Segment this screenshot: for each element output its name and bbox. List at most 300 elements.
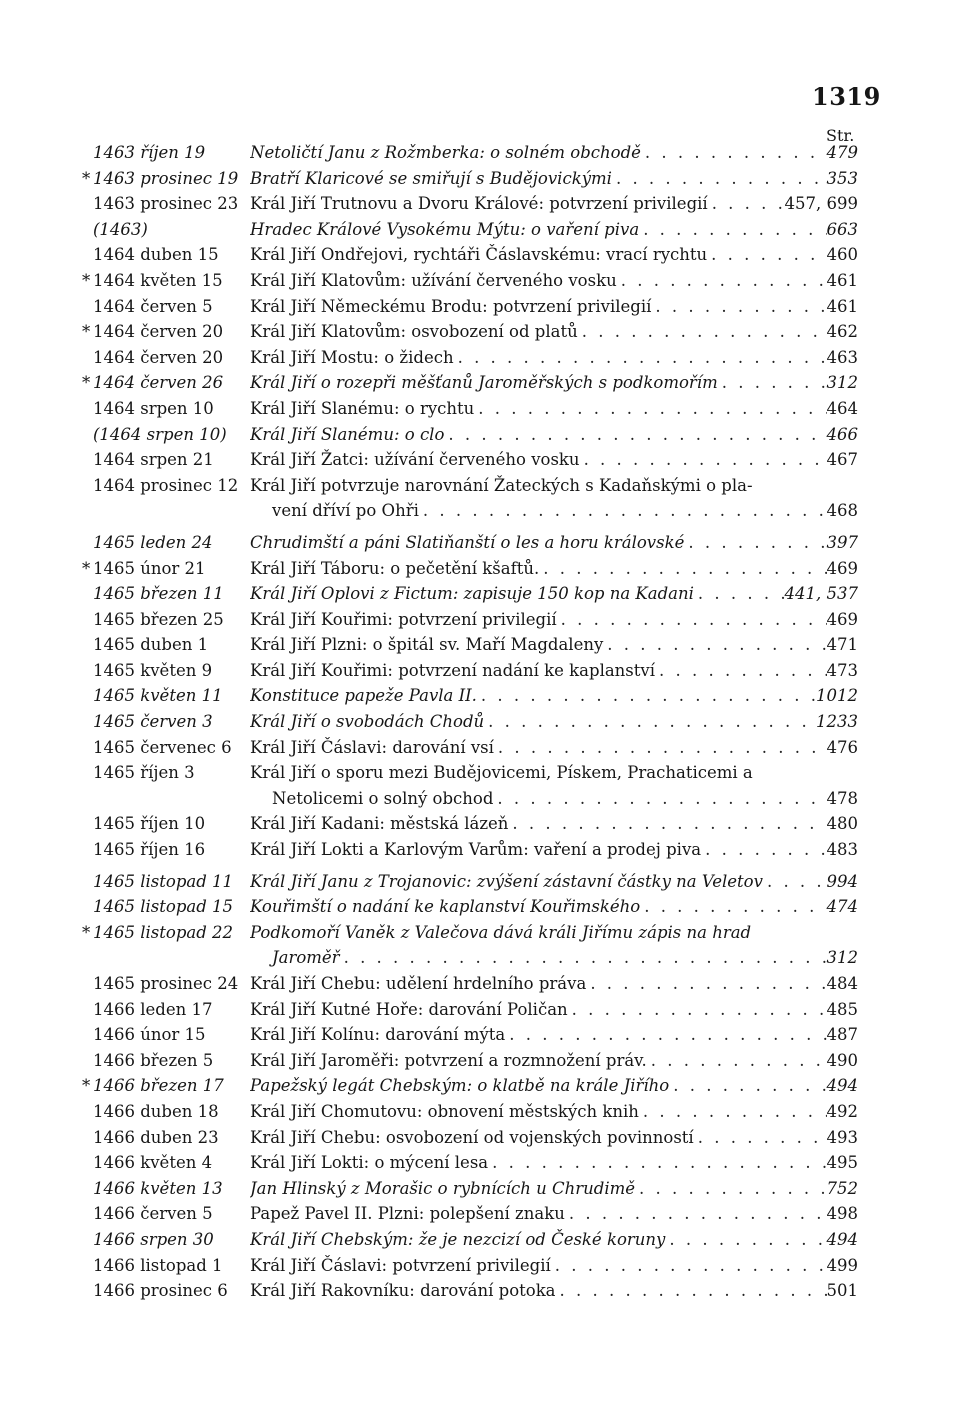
page-column-label: Str.	[826, 126, 855, 145]
entry-body	[250, 1253, 858, 1279]
entry-line	[250, 997, 858, 1023]
entry-title: Král Jiří Lokti: o mýcení lesa	[250, 1153, 489, 1173]
register-entry	[0, 683, 960, 709]
entry-body	[250, 422, 858, 448]
entry-body	[250, 1048, 858, 1074]
dot-leader	[701, 837, 826, 863]
entry-line	[250, 191, 858, 217]
entry-body	[250, 268, 858, 294]
entry-body	[250, 971, 858, 997]
entry-date: 1466 duben 23	[93, 1127, 219, 1147]
entry-body	[250, 837, 858, 863]
entry-line	[250, 920, 858, 946]
dot-leader	[718, 370, 827, 396]
entry-line	[250, 1125, 858, 1151]
entry-date: 1466 květen 4	[93, 1153, 213, 1173]
entry-page-ref: 498	[826, 1204, 858, 1224]
entry-title: Král Jiří Německému Brodu: potvrzení privilegií	[250, 296, 652, 316]
entry-body	[250, 997, 858, 1023]
entry-body	[250, 1099, 858, 1125]
entry-date: 1465 únor 21	[93, 558, 206, 578]
entry-date-cell	[0, 709, 250, 735]
entry-body	[250, 1022, 858, 1048]
register-entry	[0, 894, 960, 920]
entry-date-cell	[0, 837, 250, 863]
entry-title: Netoličtí Janu z Rožmberka: o solném obchodě	[250, 143, 641, 162]
entry-title: Král Jiří Slanému: o clo	[250, 424, 445, 444]
entry-title: Král Jiří Čáslavi: darování vsí	[250, 737, 494, 757]
dot-leader	[484, 709, 816, 735]
entry-date: 1466 červen 5	[93, 1204, 213, 1224]
entry-line	[250, 268, 858, 294]
entry-line	[250, 498, 858, 524]
entry-title: Král Jiří Janu z Trojanovic: zvýšení zástavní částky na Veletov	[250, 871, 763, 891]
entry-date: 1465 listopad 15	[93, 897, 234, 917]
dot-leader	[556, 1278, 827, 1304]
entry-title: Král Jiří o svobodách Chodů	[250, 712, 485, 732]
entry-page-ref: 485	[826, 999, 858, 1019]
entry-date: 1464 červen 5	[93, 296, 213, 316]
entry-date: 1464 duben 15	[93, 245, 219, 265]
entry-body	[250, 811, 858, 837]
entry-line	[250, 166, 858, 192]
entry-page-ref: 464	[826, 398, 858, 418]
dot-leader	[340, 945, 827, 971]
entry-page-ref: 490	[826, 1050, 858, 1070]
register-entry	[0, 396, 960, 422]
dot-leader	[444, 422, 826, 448]
entry-line	[250, 1150, 858, 1176]
entry-title: Král Jiří Lokti a Karlovým Varům: vaření a prodej piva	[250, 840, 702, 860]
entry-date: (1464 srpen 10)	[93, 424, 227, 444]
entry-page-ref: 501	[826, 1281, 858, 1301]
entry-marker: *	[82, 168, 91, 188]
register-entry	[0, 242, 960, 268]
register-entry	[0, 1048, 960, 1074]
entry-page-ref: 494	[826, 1076, 858, 1096]
dot-leader	[694, 581, 785, 607]
entry-date: 1465 listopad 11	[93, 871, 234, 891]
entry-title: Král Jiří Slanému: o rychtu	[250, 398, 475, 418]
dot-leader	[665, 1227, 826, 1253]
entry-page-ref: 467	[826, 450, 858, 470]
entry-title: Král Jiří Žatci: užívání červeného vosku	[250, 450, 580, 470]
register-entry	[0, 1253, 960, 1279]
entry-date: 1464 červen 20	[93, 347, 224, 367]
dot-leader	[505, 1022, 826, 1048]
register-entry	[0, 632, 960, 658]
entry-body	[250, 632, 858, 658]
entry-date-cell	[0, 345, 250, 371]
dot-leader	[651, 294, 826, 320]
entry-title: Král Jiří Kolínu: darování mýta	[250, 1025, 506, 1045]
dot-leader	[454, 345, 827, 371]
entry-page-ref: 494	[826, 1229, 858, 1249]
entry-page-ref: 492	[826, 1101, 858, 1121]
entry-date: 1464 srpen 10	[93, 398, 214, 418]
register-entry	[0, 217, 960, 243]
entry-date-cell	[0, 735, 250, 761]
register-entry	[0, 191, 960, 217]
entry-date-cell	[0, 556, 250, 582]
entry-body	[250, 581, 858, 607]
entry-date: 1466 srpen 30	[93, 1229, 214, 1249]
entry-line	[250, 1253, 858, 1279]
entry-body	[250, 396, 858, 422]
register-entry	[0, 473, 960, 524]
entry-title: Král Jiří Kutné Hoře: darování Poličan	[250, 999, 568, 1019]
entry-line	[250, 1073, 858, 1099]
entry-page-ref: 312	[826, 948, 858, 968]
entry-title: Král Jiří Oplovi z Fictum: zapisuje 150 kop na Kadani	[250, 584, 694, 604]
entry-line	[250, 945, 858, 971]
register-entry	[0, 869, 960, 895]
entry-date-cell	[0, 268, 250, 294]
entry-page-ref: 441, 537	[784, 584, 858, 604]
entry-date-cell	[0, 294, 250, 320]
register-entry	[0, 811, 960, 837]
entry-line	[250, 140, 858, 166]
entry-date: 1465 březen 11	[93, 584, 224, 604]
entry-date-cell	[0, 319, 250, 345]
dot-leader	[580, 447, 827, 473]
entry-line	[250, 530, 858, 556]
entry-marker: *	[82, 270, 91, 290]
entry-line	[250, 760, 858, 786]
entry-title: Král Jiří Chebu: osvobození od vojenských povinností	[250, 1127, 694, 1147]
register-entry	[0, 735, 960, 761]
entry-date-cell	[0, 1073, 250, 1099]
register-entry	[0, 1176, 960, 1202]
entry-date: 1466 únor 15	[93, 1025, 206, 1045]
entry-page-ref: 479	[826, 143, 858, 162]
entry-line	[250, 422, 858, 448]
entry-title: Král Jiří Klatovům: užívání červeného vosku	[250, 270, 617, 290]
entry-page-ref: 469	[826, 609, 858, 629]
entry-page-ref: 474	[826, 897, 858, 917]
entry-date-cell	[0, 1176, 250, 1202]
dot-leader	[684, 530, 826, 556]
entry-marker: *	[82, 558, 91, 578]
entry-page-ref: 994	[826, 871, 858, 891]
dot-leader	[508, 811, 826, 837]
entry-title: vení dříví po Ohři	[272, 501, 419, 521]
entry-date-cell	[0, 370, 250, 396]
entry-date-cell	[0, 191, 250, 217]
entry-body	[250, 370, 858, 396]
register-entry	[0, 997, 960, 1023]
entry-title: Král Jiří Kouřimi: potvrzení nadání ke kaplanství	[250, 660, 656, 680]
dot-leader	[639, 217, 826, 243]
entry-body	[250, 920, 858, 971]
entry-page-ref: 663	[826, 219, 858, 239]
register-entry	[0, 658, 960, 684]
entry-body	[250, 1150, 858, 1176]
dot-leader	[551, 1253, 827, 1279]
dot-leader	[539, 556, 826, 582]
entry-title: Jan Hlinský z Morašic o rybnících u Chrudimě	[250, 1178, 636, 1198]
entry-body	[250, 1278, 858, 1304]
page-number: 1319	[812, 82, 881, 111]
entry-body	[250, 473, 858, 524]
dot-leader	[612, 166, 827, 192]
entry-date: 1463 říjen 19	[93, 143, 206, 162]
entry-body	[250, 556, 858, 582]
entry-title: Král Jiří Kadani: městská lázeň	[250, 814, 509, 834]
entry-date: 1466 prosinec 6	[93, 1281, 228, 1301]
entry-title: Jaroměř	[272, 948, 340, 968]
entry-body	[250, 345, 858, 371]
entry-marker: *	[82, 1076, 91, 1096]
entry-page-ref: 457, 699	[784, 194, 858, 214]
register-entry	[0, 556, 960, 582]
entry-title: Král Jiří Klatovům: osvobození od platů	[250, 322, 578, 342]
dot-leader	[639, 1099, 827, 1125]
entry-body	[250, 1201, 858, 1227]
entry-title: Bratří Klaricové se smiřují s Budějovickými	[250, 168, 612, 188]
entry-page-ref: 469	[826, 558, 858, 578]
entry-page-ref: 466	[826, 424, 858, 444]
entry-date-cell	[0, 447, 250, 473]
entry-date-cell	[0, 894, 250, 920]
entry-body	[250, 1227, 858, 1253]
entry-date-cell	[0, 1227, 250, 1253]
entry-date: 1466 květen 13	[93, 1178, 223, 1198]
entry-line	[250, 345, 858, 371]
entry-date: (1463)	[93, 219, 148, 239]
entry-title: Král Jiří Trutnovu a Dvoru Králové: potvrzení privilegií	[250, 194, 708, 214]
entry-line	[250, 1099, 858, 1125]
entry-date-cell	[0, 242, 250, 268]
register-entry	[0, 709, 960, 735]
entry-body	[250, 735, 858, 761]
entry-date-cell	[0, 607, 250, 633]
entry-title: Král Jiří Ondřejovi, rychtáři Čáslavskému: vrací rychtu	[250, 245, 708, 265]
entry-page-ref: 484	[826, 974, 858, 993]
entry-line	[250, 1227, 858, 1253]
entry-line	[250, 1176, 858, 1202]
entry-line	[250, 869, 858, 895]
register-entry	[0, 1073, 960, 1099]
register-entry	[0, 140, 960, 166]
entry-page-ref: 495	[826, 1153, 858, 1173]
dot-leader	[586, 971, 826, 997]
entry-line	[250, 709, 858, 735]
register-entry	[0, 447, 960, 473]
register-entry	[0, 920, 960, 971]
entry-date-cell	[0, 869, 250, 895]
entry-line	[250, 581, 858, 607]
entry-line	[250, 447, 858, 473]
entry-body	[250, 683, 858, 709]
entry-line	[250, 607, 858, 633]
entry-date-cell	[0, 1278, 250, 1304]
entry-title: Král Jiří Chebským: že je nezcizí od České koruny	[250, 1229, 666, 1249]
entry-page-ref: 468	[826, 501, 858, 521]
entry-line	[250, 370, 858, 396]
register-entry	[0, 971, 960, 997]
entry-date-cell	[0, 1048, 250, 1074]
dot-leader	[419, 498, 827, 524]
entry-date-cell	[0, 997, 250, 1023]
entry-title: Chrudimští a páni Slatiňanští o les a horu královské	[250, 532, 685, 552]
entry-title: Kouřimští o nadání ke kaplanství Kouřimského	[250, 897, 641, 917]
register-entry	[0, 345, 960, 371]
entry-date: 1465 listopad 22	[93, 922, 234, 942]
entry-page-ref: 471	[826, 635, 858, 655]
entry-line	[250, 319, 858, 345]
entry-date-cell	[0, 530, 250, 556]
entry-line	[250, 1201, 858, 1227]
entry-date-cell	[0, 683, 250, 709]
register-entry	[0, 422, 960, 448]
entry-title: Podkomoří Vaněk z Valečova dává králi Jiřímu zápis na hrad	[250, 922, 752, 942]
entry-title: Papežský legát Chebským: o klatbě na krále Jiřího	[250, 1076, 670, 1096]
entry-page-ref: 1012	[816, 686, 858, 706]
entry-line	[250, 786, 858, 812]
entry-date-cell	[0, 920, 250, 971]
dot-leader	[694, 1125, 827, 1151]
dot-leader	[474, 396, 826, 422]
entry-page-ref: 353	[826, 168, 858, 188]
entry-date: 1465 leden 24	[93, 532, 213, 552]
dot-leader	[568, 997, 827, 1023]
register-entry	[0, 1022, 960, 1048]
dot-leader	[565, 1201, 827, 1227]
entry-date: 1463 prosinec 23	[93, 194, 239, 214]
entry-line	[250, 683, 858, 709]
register-entry	[0, 607, 960, 633]
dot-leader	[655, 658, 826, 684]
entry-line	[250, 658, 858, 684]
entry-date: 1466 listopad 1	[93, 1255, 223, 1275]
entry-date-cell	[0, 632, 250, 658]
entry-date-cell	[0, 1253, 250, 1279]
entry-page-ref: 1233	[816, 712, 858, 732]
entry-body	[250, 242, 858, 268]
entry-date: 1465 říjen 3	[93, 763, 195, 783]
entry-date: 1464 květen 15	[93, 270, 223, 290]
entry-body	[250, 709, 858, 735]
dot-leader	[557, 607, 827, 633]
entry-date: 1464 červen 26	[93, 373, 224, 393]
dot-leader	[640, 894, 826, 920]
entry-title: Král Jiří Čáslavi: potvrzení privilegií	[250, 1255, 551, 1275]
entry-title: Papež Pavel II. Plzni: polepšení znaku	[250, 1204, 565, 1224]
register-entry	[0, 581, 960, 607]
register-entry	[0, 294, 960, 320]
entry-date: 1465 květen 9	[93, 660, 213, 680]
entry-line	[250, 396, 858, 422]
dot-leader	[603, 632, 826, 658]
entry-date-cell	[0, 760, 250, 811]
entry-date-cell	[0, 140, 250, 166]
entry-title: Král Jiří Jaroměři: potvrzení a rozmnožení práv.	[250, 1050, 647, 1070]
dot-leader	[578, 319, 827, 345]
entry-page-ref: 397	[826, 532, 858, 552]
entry-line	[250, 473, 858, 499]
entry-title: Král Jiří Chomutovu: obnovení městských knih	[250, 1101, 639, 1121]
entry-line	[250, 556, 858, 582]
entry-body	[250, 894, 858, 920]
entry-marker: *	[82, 373, 91, 393]
dot-leader	[493, 786, 826, 812]
dot-leader	[635, 1176, 826, 1202]
entry-line	[250, 294, 858, 320]
entry-line	[250, 971, 858, 997]
register-entries	[0, 140, 960, 1304]
entry-page-ref: 493	[826, 1127, 858, 1147]
entry-date-cell	[0, 1201, 250, 1227]
entry-page-ref: 752	[826, 1178, 858, 1198]
entry-body	[250, 294, 858, 320]
entry-date: 1466 duben 18	[93, 1101, 219, 1121]
entry-date: 1466 březen 17	[93, 1076, 224, 1096]
entry-date: 1466 leden 17	[93, 999, 213, 1019]
entry-date: 1465 říjen 10	[93, 814, 206, 834]
register-entry	[0, 166, 960, 192]
entry-date: 1464 prosinec 12	[93, 475, 239, 495]
entry-title: Král Jiří Mostu: o židech	[250, 347, 454, 367]
entry-date: 1465 červen 3	[93, 712, 213, 732]
entry-line	[250, 811, 858, 837]
entry-page-ref: 460	[826, 245, 858, 265]
entry-title: Král Jiří Kouřimi: potvrzení privilegií	[250, 609, 557, 629]
entry-title: Král Jiří potvrzuje narovnání Žateckých s Kadaňskými o pla-	[250, 475, 753, 495]
entry-body	[250, 1073, 858, 1099]
entry-body	[250, 191, 858, 217]
register-entry	[0, 1125, 960, 1151]
register-entry	[0, 319, 960, 345]
entry-page-ref: 499	[826, 1255, 858, 1275]
entry-line	[250, 1048, 858, 1074]
entry-line	[250, 632, 858, 658]
register-entry	[0, 1227, 960, 1253]
register-entry	[0, 1278, 960, 1304]
entry-date: 1465 červenec 6	[93, 737, 232, 757]
dot-leader	[488, 1150, 826, 1176]
entry-body	[250, 760, 858, 811]
entry-date-cell	[0, 422, 250, 448]
register-entry	[0, 837, 960, 863]
entry-date-cell	[0, 1125, 250, 1151]
entry-line	[250, 1278, 858, 1304]
entry-page-ref: 487	[826, 1025, 858, 1045]
entry-line	[250, 894, 858, 920]
entry-date-cell	[0, 1150, 250, 1176]
entry-date: 1464 červen 20	[93, 322, 224, 342]
entry-title: Netolicemi o solný obchod	[272, 788, 494, 808]
entry-title: Král Jiří o rozepři měšťanů Jaroměřských s podkomořím	[250, 373, 718, 393]
entry-date: 1466 březen 5	[93, 1050, 214, 1070]
entry-marker: *	[82, 922, 91, 942]
entry-line	[250, 1022, 858, 1048]
entry-date: 1464 srpen 21	[93, 450, 214, 470]
entry-date-cell	[0, 811, 250, 837]
entry-date-cell	[0, 473, 250, 524]
entry-date-cell	[0, 1099, 250, 1125]
entry-date-cell	[0, 217, 250, 243]
dot-leader	[477, 683, 816, 709]
dot-leader	[763, 869, 827, 895]
entry-body	[250, 607, 858, 633]
dot-leader	[494, 735, 827, 761]
entry-title: Konstituce papeže Pavla II.	[250, 686, 477, 706]
register-entry	[0, 530, 960, 556]
entry-page-ref: 463	[826, 347, 858, 367]
entry-body	[250, 319, 858, 345]
dot-leader	[617, 268, 827, 294]
